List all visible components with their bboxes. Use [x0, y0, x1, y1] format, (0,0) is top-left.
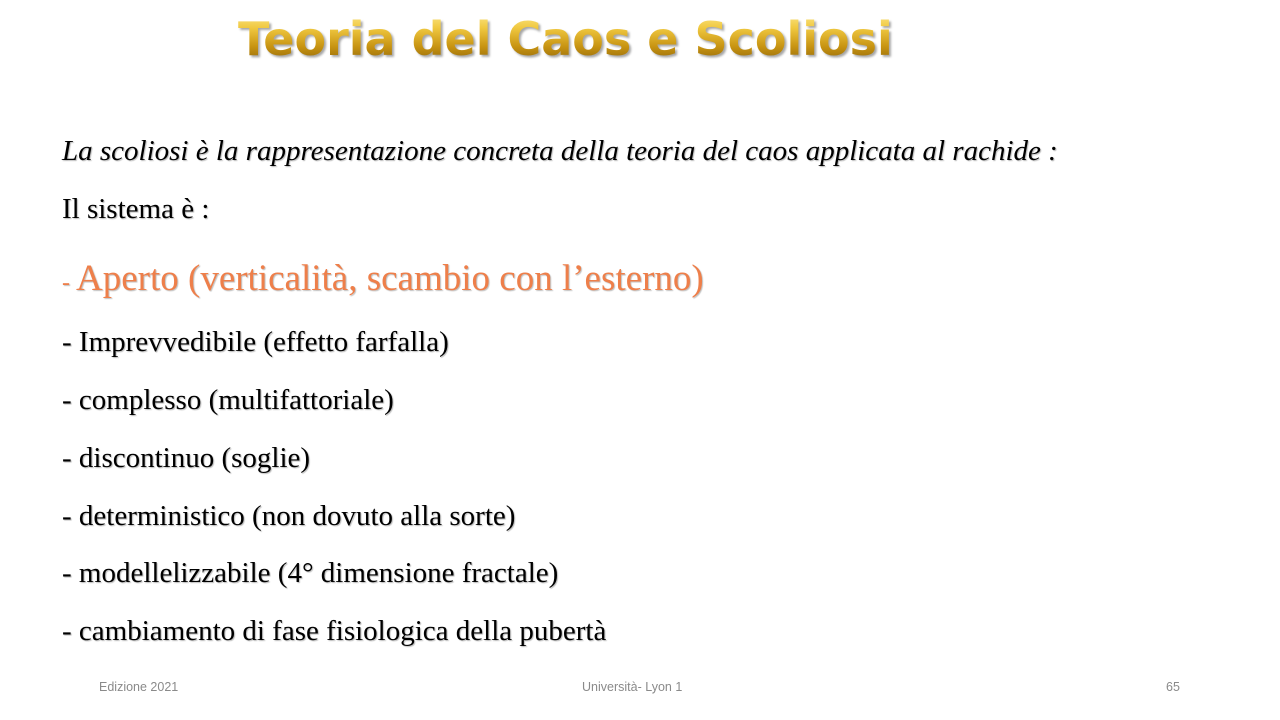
intro-text: La scoliosi è la rappresentazione concreta della teoria del caos applicata al rachide :: [62, 135, 1058, 167]
system-label: Il sistema è :: [62, 193, 210, 225]
footer-edition: Edizione 2021: [99, 680, 179, 694]
bullet-item: - modellelizzabile (4° dimensione fractale): [62, 557, 559, 589]
bullet-item: - complesso (multifattoriale): [62, 384, 394, 416]
highlight-bullet: [62, 254, 704, 304]
slide-number: 65: [1166, 680, 1180, 694]
footer-institution: Università- Lyon 1: [582, 680, 683, 694]
highlight-text: Aperto (verticalità, scambio con l’esterno): [76, 258, 704, 299]
bullet-item: - discontinuo (soglie): [62, 442, 311, 474]
bullet-item: - deterministico (non dovuto alla sorte): [62, 500, 516, 532]
bullet-item: - Imprevvedibile (effetto farfalla): [62, 326, 449, 358]
slide-title: Teoria del Caos e Scoliosi: [238, 8, 893, 70]
bullet-item: - cambiamento di fase fisiologica della pubertà: [62, 615, 607, 647]
highlight-dash: -: [62, 270, 76, 296]
